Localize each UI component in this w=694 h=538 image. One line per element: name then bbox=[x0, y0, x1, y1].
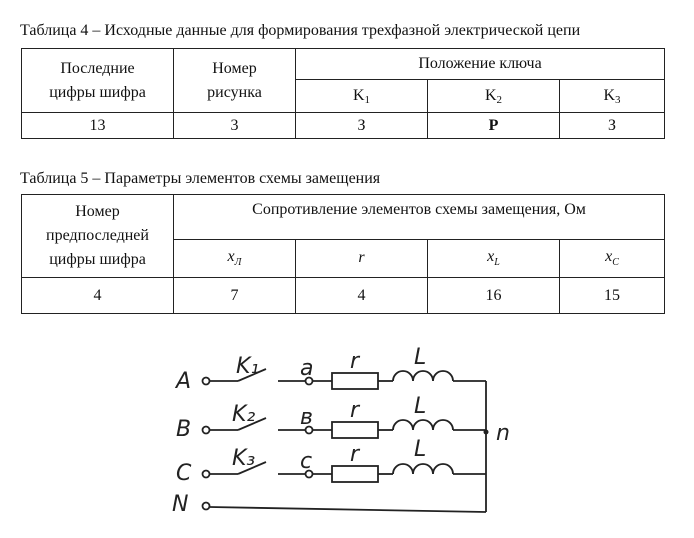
table5-cell-xC: 15 bbox=[560, 278, 665, 314]
param-symbol: x bbox=[605, 248, 613, 266]
terminal-n bbox=[203, 503, 210, 510]
table4-cell-k1: З bbox=[296, 113, 428, 139]
key-letter: K bbox=[484, 86, 497, 104]
node-n-dot bbox=[484, 430, 489, 435]
terminal-c bbox=[203, 471, 210, 478]
table4-cell-k3: З bbox=[560, 113, 665, 139]
label-node-a: a bbox=[300, 356, 314, 381]
label-inductor-a: L bbox=[414, 345, 427, 370]
header-line: цифры шифра bbox=[49, 251, 146, 268]
param-sub: C bbox=[612, 257, 619, 269]
table4-caption: Таблица 4 – Исходные данные для формирования трехфазной электрической цепи bbox=[20, 22, 581, 39]
header-line: Номер bbox=[75, 203, 120, 220]
table4-cell-figure: 3 bbox=[174, 113, 296, 139]
label-node-c: c bbox=[300, 449, 313, 474]
label-inductor-c: L bbox=[414, 437, 427, 462]
label-node-b: в bbox=[300, 405, 313, 430]
label-phase-c: C bbox=[176, 461, 192, 486]
key-index: 2 bbox=[496, 93, 503, 106]
header-line: предпоследней bbox=[46, 227, 149, 244]
terminal-a bbox=[203, 378, 210, 385]
inductor-b bbox=[393, 420, 453, 430]
label-phase-b: B bbox=[176, 417, 192, 442]
label-key-1: K₁ bbox=[236, 354, 260, 379]
table5-caption: Таблица 5 – Параметры элементов схемы замещения bbox=[20, 170, 381, 187]
label-phase-a: A bbox=[176, 369, 192, 394]
table5-cell-r: 4 bbox=[296, 278, 428, 314]
inductor-a bbox=[393, 371, 453, 381]
label-neutral: N bbox=[172, 492, 189, 517]
header-line: цифры шифра bbox=[49, 83, 146, 101]
table5-resistance-header: Сопротивление элементов схемы замещения, Ом bbox=[174, 195, 665, 240]
table5-cell-digit: 4 bbox=[22, 278, 174, 314]
inductor-c bbox=[393, 464, 453, 474]
table4-cell-digits: 13 bbox=[22, 113, 174, 139]
table5-cell-xl-line: 7 bbox=[174, 278, 296, 314]
resistor-b bbox=[332, 422, 378, 438]
label-resistor-a: r bbox=[350, 349, 360, 374]
resistor-c bbox=[332, 466, 378, 482]
header-line: рисунка bbox=[207, 83, 262, 101]
param-sub: L bbox=[494, 257, 500, 269]
key-index: 3 bbox=[615, 93, 621, 106]
param-symbol: r bbox=[358, 249, 365, 267]
header-line: Номер bbox=[212, 59, 257, 77]
key-index: 1 bbox=[364, 93, 371, 106]
label-key-2: K₂ bbox=[232, 402, 256, 427]
param-sub: Л bbox=[234, 257, 242, 269]
key-letter: K bbox=[352, 86, 365, 104]
neutral-wire bbox=[210, 507, 486, 512]
label-resistor-b: r bbox=[350, 398, 360, 423]
resistor-a bbox=[332, 373, 378, 389]
key-letter: K bbox=[603, 86, 616, 104]
label-resistor-c: r bbox=[350, 442, 360, 467]
param-symbol: x bbox=[487, 248, 495, 266]
label-node-n: n bbox=[496, 421, 510, 446]
table5-cell-xL: 16 bbox=[428, 278, 560, 314]
label-key-3: K₃ bbox=[232, 446, 256, 471]
label-inductor-b: L bbox=[414, 394, 427, 419]
terminal-b bbox=[203, 427, 210, 434]
table4-cell-k2: Р bbox=[428, 113, 560, 139]
param-symbol: x bbox=[227, 248, 235, 266]
header-line: Последние bbox=[60, 59, 135, 77]
table4-key-position-header: Положение ключа bbox=[296, 49, 665, 80]
